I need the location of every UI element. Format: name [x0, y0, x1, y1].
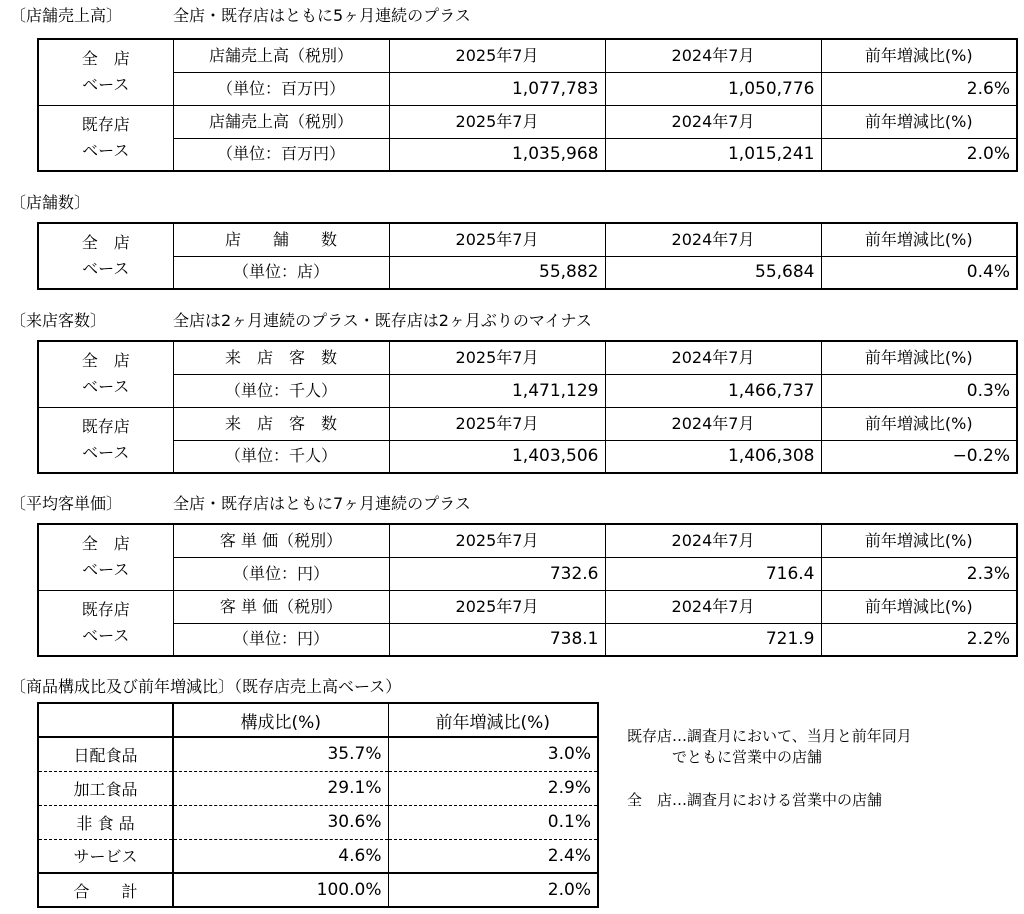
base-label-existing: 既存店 ベース — [38, 590, 173, 656]
col-current: 2025年7月 — [389, 105, 605, 138]
sales-header-row-existing — [38, 105, 1017, 138]
col-yoy: 前年増減比(%) — [821, 223, 1017, 256]
value-current: 1,035,968 — [389, 138, 605, 171]
sales-value-row-all — [38, 72, 1017, 105]
unit-label: （単位：百万円） — [173, 138, 389, 171]
col-prior: 2024年7月 — [605, 223, 821, 256]
mix-section-title: 〔商品構成比及び前年増減比〕（既存店売上高ベース） — [10, 677, 402, 696]
value-prior: 1,406,308 — [605, 440, 821, 473]
value-yoy: 0.3% — [821, 374, 1017, 407]
mix-total-row — [38, 873, 598, 907]
metric-label: 店舗売上高（税別） — [173, 105, 389, 138]
value-current: 738.1 — [389, 623, 605, 656]
col-current: 2025年7月 — [389, 407, 605, 440]
unit-label: （単位：店） — [173, 256, 389, 289]
base-label-all: 全 店 ベース — [38, 39, 173, 105]
sales-section-title: 〔店舗売上高〕 — [10, 6, 123, 25]
col-current: 2025年7月 — [389, 341, 605, 374]
avgprice-value-row-existing — [38, 623, 1017, 656]
unit-label: （単位：千人） — [173, 440, 389, 473]
sales-section-subtitle: 全店・既存店はともに5ヶ月連続のプラス — [173, 6, 471, 25]
unit-label: （単位：円） — [173, 557, 389, 590]
note-existing-line2: でともに営業中の店舗 — [627, 748, 823, 766]
value-prior: 1,466,737 — [605, 374, 821, 407]
note-all-stores: 全 店…調査月における営業中の店舗 — [627, 791, 883, 809]
mix-col-share: 構成比(%) — [173, 703, 388, 737]
avgprice-section-title: 〔平均客単価〕 — [10, 494, 123, 513]
mix-table — [37, 702, 599, 908]
value-current: 55,882 — [389, 256, 605, 289]
base-label-all: 全 店 ベース — [38, 341, 173, 407]
value-current: 732.6 — [389, 557, 605, 590]
col-current: 2025年7月 — [389, 39, 605, 72]
mix-yoy-value: 0.1% — [388, 805, 598, 839]
value-prior: 1,050,776 — [605, 72, 821, 105]
base-label-existing: 既存店 ベース — [38, 105, 173, 171]
metric-label: 客 単 価（税別） — [173, 590, 389, 623]
metric-label: 来 店 客 数 — [173, 407, 389, 440]
sales-table — [37, 38, 1018, 172]
mix-share-value: 35.7% — [173, 737, 388, 771]
value-yoy: 0.4% — [821, 256, 1017, 289]
mix-category: 合 計 — [38, 873, 173, 907]
col-yoy: 前年増減比(%) — [821, 341, 1017, 374]
metric-label: 客 単 価（税別） — [173, 524, 389, 557]
stores-value-row — [38, 256, 1017, 289]
sales-header-row-all — [38, 39, 1017, 72]
base-label-all: 全 店 ベース — [38, 223, 173, 289]
mix-yoy-value: 2.9% — [388, 771, 598, 805]
col-prior: 2024年7月 — [605, 341, 821, 374]
metric-label: 来 店 客 数 — [173, 341, 389, 374]
visitors-value-row-existing — [38, 440, 1017, 473]
value-current: 1,077,783 — [389, 72, 605, 105]
metric-label: 店 舗 数 — [173, 223, 389, 256]
unit-label: （単位：円） — [173, 623, 389, 656]
col-yoy: 前年増減比(%) — [821, 524, 1017, 557]
visitors-table — [37, 340, 1018, 474]
value-prior: 716.4 — [605, 557, 821, 590]
note-existing-line1: 既存店…調査月において、当月と前年同月 — [627, 727, 912, 745]
visitors-section-title: 〔来店客数〕 — [10, 311, 107, 330]
visitors-header-row-all — [38, 341, 1017, 374]
sales-value-row-existing — [38, 138, 1017, 171]
mix-share-value: 29.1% — [173, 771, 388, 805]
value-yoy: 2.3% — [821, 557, 1017, 590]
col-current: 2025年7月 — [389, 223, 605, 256]
col-yoy: 前年増減比(%) — [821, 39, 1017, 72]
col-yoy: 前年増減比(%) — [821, 407, 1017, 440]
col-prior: 2024年7月 — [605, 407, 821, 440]
stores-table — [37, 222, 1018, 290]
mix-share-value: 30.6% — [173, 805, 388, 839]
value-yoy: 2.0% — [821, 138, 1017, 171]
avgprice-header-row-existing — [38, 590, 1017, 623]
value-yoy: −0.2% — [821, 440, 1017, 473]
col-prior: 2024年7月 — [605, 39, 821, 72]
col-current: 2025年7月 — [389, 524, 605, 557]
mix-col-yoy: 前年増減比(%) — [388, 703, 598, 737]
mix-category: 非 食 品 — [38, 805, 173, 839]
mix-category: 加工食品 — [38, 771, 173, 805]
mix-yoy-value: 2.0% — [388, 873, 598, 907]
col-prior: 2024年7月 — [605, 105, 821, 138]
value-yoy: 2.2% — [821, 623, 1017, 656]
base-label-all: 全 店 ベース — [38, 524, 173, 590]
mix-share-value: 4.6% — [173, 839, 388, 873]
value-prior: 55,684 — [605, 256, 821, 289]
mix-row — [38, 805, 598, 839]
col-yoy: 前年増減比(%) — [821, 590, 1017, 623]
avgprice-value-row-all — [38, 557, 1017, 590]
value-prior: 721.9 — [605, 623, 821, 656]
unit-label: （単位：百万円） — [173, 72, 389, 105]
col-prior: 2024年7月 — [605, 524, 821, 557]
stores-section-title: 〔店舗数〕 — [10, 193, 91, 212]
mix-row — [38, 771, 598, 805]
avgprice-header-row-all — [38, 524, 1017, 557]
mix-row — [38, 737, 598, 771]
avgprice-section-subtitle: 全店・既存店はともに7ヶ月連続のプラス — [173, 494, 471, 513]
mix-share-value: 100.0% — [173, 873, 388, 907]
unit-label: （単位：千人） — [173, 374, 389, 407]
mix-row — [38, 839, 598, 873]
avgprice-table — [37, 523, 1018, 657]
col-prior: 2024年7月 — [605, 590, 821, 623]
col-yoy: 前年増減比(%) — [821, 105, 1017, 138]
col-current: 2025年7月 — [389, 590, 605, 623]
mix-header-row — [38, 703, 598, 737]
value-prior: 1,015,241 — [605, 138, 821, 171]
value-yoy: 2.6% — [821, 72, 1017, 105]
visitors-section-subtitle: 全店は2ヶ月連続のプラス・既存店は2ヶ月ぶりのマイナス — [173, 311, 592, 330]
value-current: 1,403,506 — [389, 440, 605, 473]
mix-corner-cell — [38, 703, 173, 737]
metric-label: 店舗売上高（税別） — [173, 39, 389, 72]
base-label-existing: 既存店 ベース — [38, 407, 173, 473]
mix-category: 日配食品 — [38, 737, 173, 771]
visitors-header-row-existing — [38, 407, 1017, 440]
visitors-value-row-all — [38, 374, 1017, 407]
mix-category: サービス — [38, 839, 173, 873]
mix-yoy-value: 2.4% — [388, 839, 598, 873]
value-current: 1,471,129 — [389, 374, 605, 407]
mix-yoy-value: 3.0% — [388, 737, 598, 771]
stores-header-row — [38, 223, 1017, 256]
